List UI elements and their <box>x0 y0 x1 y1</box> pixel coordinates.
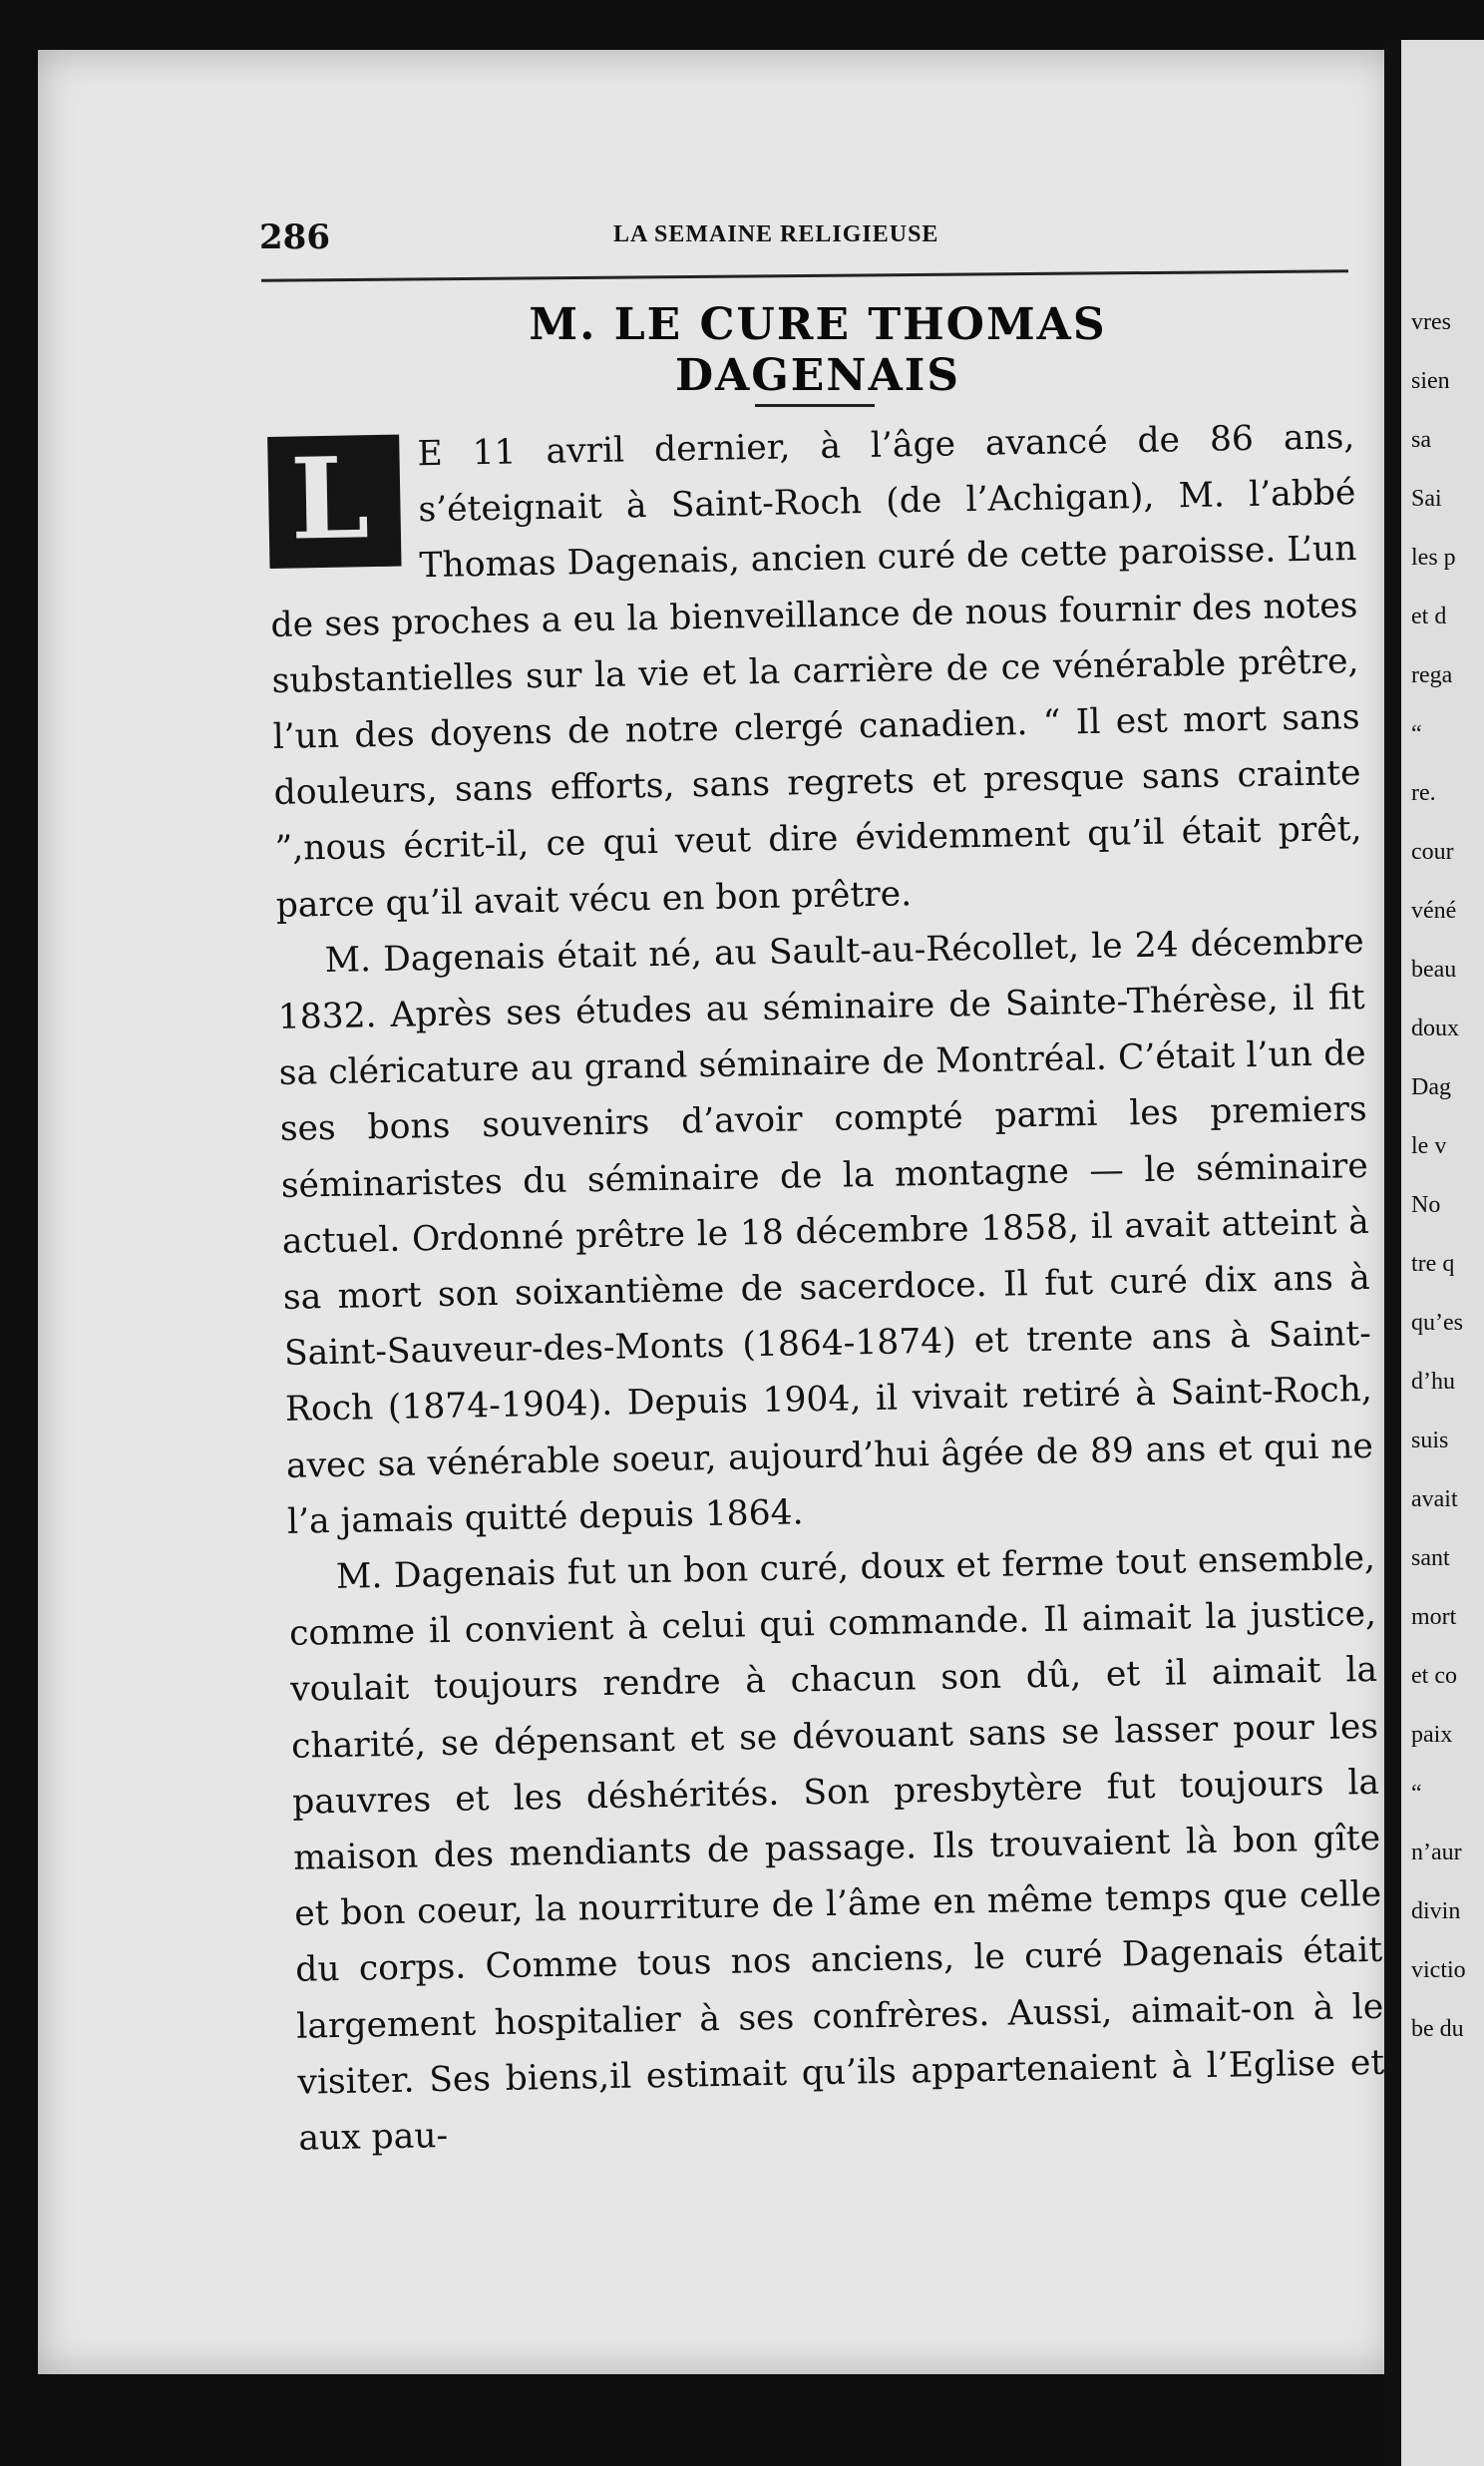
facing-page-fragment: et co <box>1411 1663 1457 1689</box>
facing-page-fragment: vres <box>1411 309 1451 335</box>
facing-page-fragment: avait <box>1411 1486 1458 1512</box>
drop-cap-letter: L <box>289 433 371 566</box>
first-paragraph-text: E 11 avril dernier, à l’âge avancé de 86 ans, s’éteignait à Saint-Roch (de l’Achigan), M. l’abbé Thomas Dagenais, ancien curé de cette paroisse. L’un de ses proches a eu la bienveillance de nous fournir des notes substantielles sur la vie et la carrière de ce vénérable prêtre, l’un des doyens de notre clergé canadien. “ Il est mort sans douleurs, sans efforts, sans regrets et presque sans crainte ”,nous écrit-il, ce qui veut dire évidemment qu’il était prêt, parce qu’il avait vécu en bon prêtre. <box>270 417 1362 926</box>
facing-page-fragment: doux <box>1411 1016 1459 1041</box>
facing-page-fragment: le v <box>1411 1133 1447 1159</box>
paragraph: M. Dagenais était né, au Sault-au-Récollet, le 24 décembre 1832. Après ses études au séminaire de Sainte-Thérèse, il fit sa cléricature au grand séminaire de Montréal. C’était l’un de ses bons souvenirs d’avoir compté parmi les premiers séminaristes du séminaire de la montagne — le séminaire actuel. Ordonné prêtre le 18 décembre 1858, il avait atteint à sa mort son soixantième de sacerdoce. Il fut curé dix ans à Saint-Sauveur-des-Monts (1864-1874) et trente ans à Saint-Roch (1874-1904). Depuis 1904, il vivait retiré à Saint-Roch, avec sa vénérable soeur, aujourd’hui âgée de 89 ans et qui ne l’a jamais quitté depuis 1864. <box>277 921 1374 1542</box>
paragraph <box>267 409 1363 934</box>
facing-page-fragment: be du <box>1411 2016 1464 2042</box>
facing-page-fragment: cour <box>1411 839 1454 865</box>
facing-page-fragment: paix <box>1411 1722 1453 1748</box>
facing-page-fragment: mort <box>1411 1604 1457 1630</box>
facing-page-fragment: sant <box>1411 1545 1450 1571</box>
facing-page-fragment: victio <box>1411 1957 1466 1983</box>
page-header <box>259 217 1356 267</box>
facing-page-edge <box>1401 40 1484 2466</box>
article-body <box>267 409 1386 2167</box>
facing-page-fragment: sien <box>1411 368 1450 394</box>
facing-page-fragment: beau <box>1411 957 1457 983</box>
facing-page-fragment: Dag <box>1411 1074 1451 1100</box>
facing-page-fragment: d’hu <box>1411 1369 1455 1395</box>
facing-page-fragment: No <box>1411 1192 1441 1218</box>
facing-page-fragment: véné <box>1411 898 1457 924</box>
article-title: M. LE CURE THOMAS DAGENAIS <box>529 299 1107 401</box>
facing-page-fragment: “ <box>1411 1781 1422 1807</box>
facing-page-fragment: n’aur <box>1411 1840 1462 1865</box>
title-rule <box>755 404 875 407</box>
facing-page-fragment: re. <box>1411 780 1436 806</box>
facing-page-fragment: Sai <box>1411 486 1442 512</box>
facing-page-fragment: sa <box>1411 427 1431 453</box>
facing-page-fragment: tre q <box>1411 1251 1455 1277</box>
paragraph: M. Dagenais fut un bon curé, doux et ferme tout ensemble, comme il convient à celui qui commande. Il aimait la justice, voulait toujours rendre à chacun son dû, et il aimait la charité, se dépensant et se dévouant sans se lasser pour les pauvres et les déshérités. Son presbytère fut toujours la maison des mendiants de passage. Ils trouvaient là bon gîte et bon coeur, la nourriture de l’âme en même temps que celle du corps. Comme tous nos anciens, le curé Dagenais était largement hospitalier à ses confrères. Aussi, aimait-on à le visiter. Ses biens,il estimait qu’ils appartenaient à l’Eglise et aux pau- <box>288 1537 1385 2159</box>
page-number: 286 <box>259 217 330 257</box>
facing-page-fragment: les p <box>1411 545 1456 571</box>
facing-page-fragment: divin <box>1411 1898 1461 1924</box>
running-head: LA SEMAINE RELIGIEUSE <box>613 221 939 247</box>
facing-page-fragment: qu’es <box>1411 1310 1463 1336</box>
facing-page-fragment: rega <box>1411 662 1453 688</box>
facing-page-fragment: “ <box>1411 721 1422 747</box>
facing-page-fragment: suis <box>1411 1428 1449 1453</box>
drop-cap <box>267 435 401 569</box>
facing-page-fragment: et d <box>1411 604 1447 629</box>
